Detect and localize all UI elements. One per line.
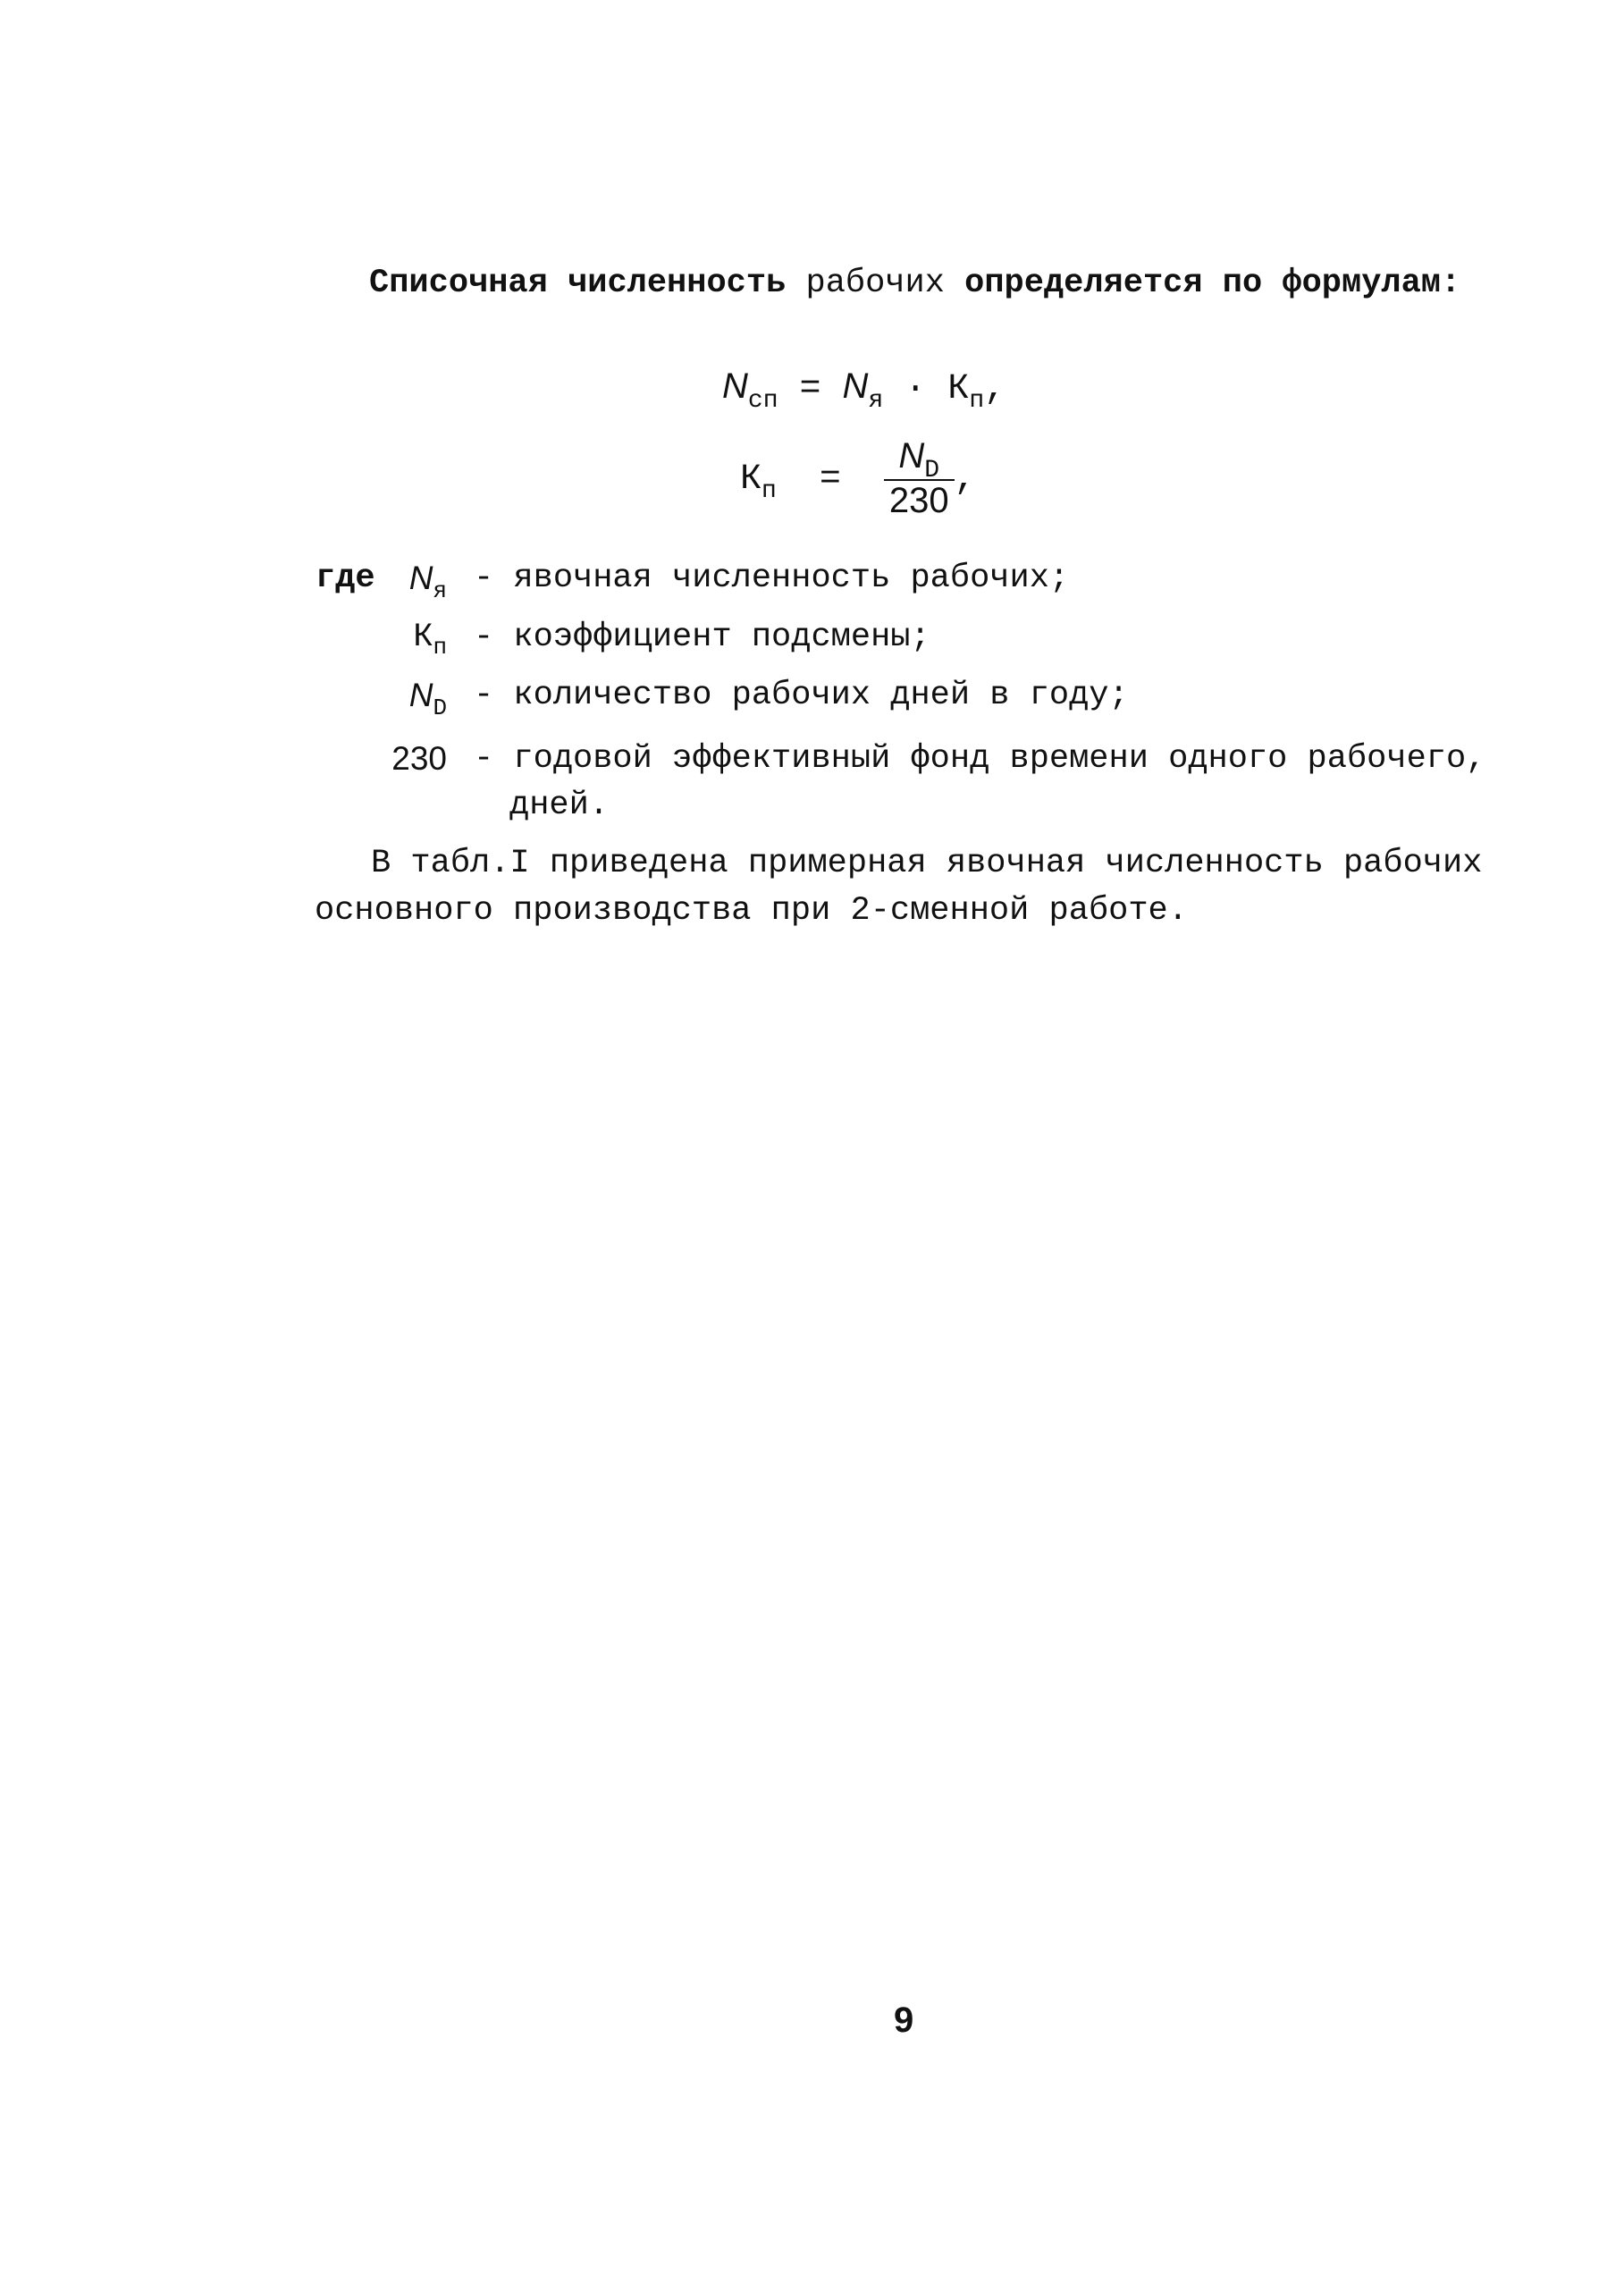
definition-symbol-1: $N_я$ — [408, 560, 447, 605]
formula2-k-sub: п — [762, 476, 777, 505]
definition-text-4: - годовой эффективный фонд времени одного рабочего, — [474, 740, 1486, 778]
definition-symbol-3: $N_D$ — [408, 677, 447, 722]
intro-normal-part: рабочих — [786, 265, 965, 302]
intro-bold-end: определяется по формулам: — [964, 265, 1461, 302]
formula1-equals: = — [799, 369, 821, 409]
page-number: 9 — [894, 2000, 914, 2040]
definition-text-4-continuation: дней. — [509, 787, 610, 824]
formula1-k-sub: п — [969, 386, 985, 415]
formula2-numerator: $N_D$ — [884, 436, 955, 481]
paragraph-line-1: В табл.I приведена примерная явочная численность рабочих — [371, 845, 1483, 882]
formula1-lhs: N — [722, 366, 748, 406]
definition-symbol-2: $К_п$ — [413, 619, 447, 661]
formula1-lhs-sub: сп — [747, 386, 778, 415]
definition-text-2: - коэффициент подсмены; — [474, 619, 930, 656]
definition-text-1: - явочная численность рабочих; — [474, 560, 1070, 597]
formula2-k: К — [740, 459, 762, 501]
formula1-n-sub: я — [868, 386, 884, 415]
formula-shift-coefficient — [740, 436, 976, 521]
formula2-denominator: 230 — [888, 481, 949, 520]
formula1-n: N — [842, 366, 869, 406]
formula2-equals: = — [819, 459, 841, 501]
formula1-comma: , — [984, 369, 1006, 409]
formula1-k: К — [947, 369, 970, 409]
intro-bold-part: Списочная численность — [369, 265, 787, 302]
definition-text-3: - количество рабочих дней в году; — [474, 677, 1129, 714]
definition-symbol-4: 230 — [391, 740, 447, 777]
formula2-comma: , — [954, 459, 976, 501]
formula1-dot: · — [905, 369, 927, 409]
paragraph-line-2: основного производства при 2-сменной работе. — [315, 892, 1188, 930]
intro-sentence — [369, 265, 1460, 302]
formula2-fraction — [884, 436, 955, 521]
where-label: где — [316, 560, 375, 597]
formula-headcount — [722, 366, 1006, 415]
